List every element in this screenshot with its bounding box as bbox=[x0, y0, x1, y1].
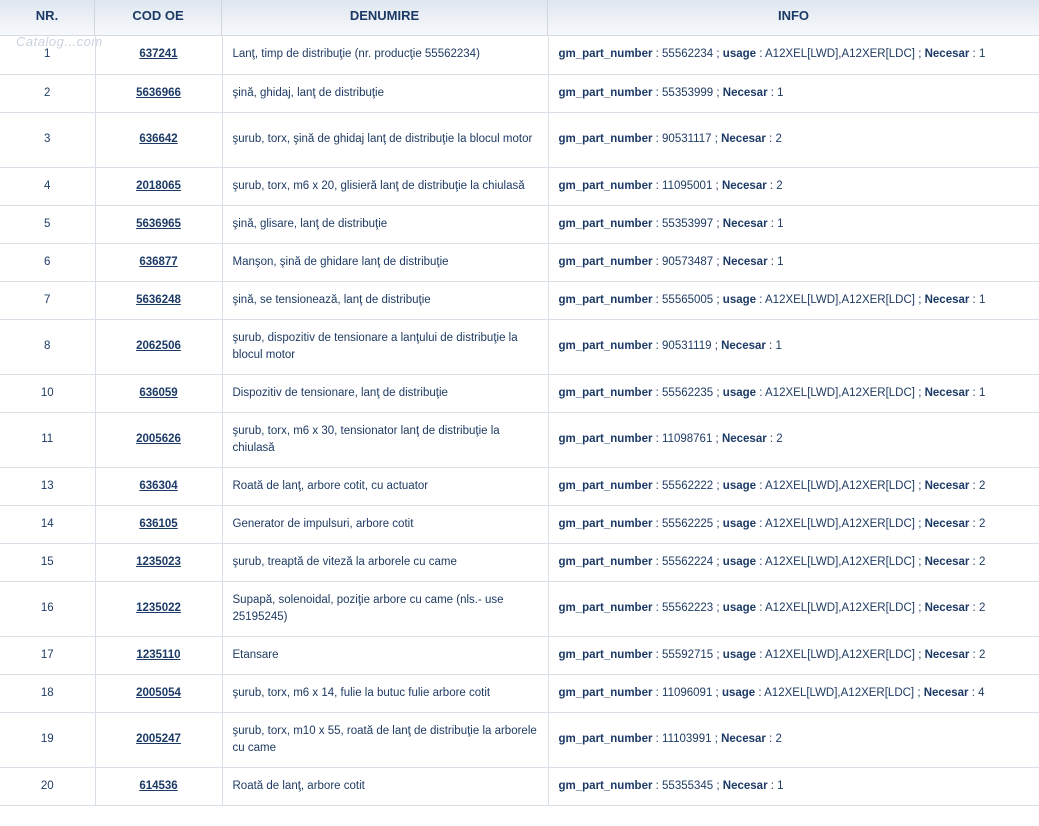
quantity-value: 4 bbox=[978, 686, 985, 699]
quantity-value: 2 bbox=[775, 733, 782, 745]
usage-value: A12XEL[LWD],A12XER[LDC] bbox=[765, 386, 915, 399]
part-info: gm_part_number : 11095001 ; Necesar : 2 bbox=[548, 167, 1039, 205]
quantity-key: Necesar bbox=[924, 479, 970, 492]
watermark-logo: Catalog...com bbox=[16, 34, 103, 49]
part-number-key: gm_part_number bbox=[558, 86, 653, 99]
oe-code-link[interactable]: 5636248 bbox=[136, 293, 181, 306]
usage-value: A12XEL[LWD],A12XER[LDC] bbox=[765, 555, 915, 568]
oe-code-cell bbox=[95, 374, 222, 412]
part-number-key: gm_part_number bbox=[558, 179, 653, 192]
part-number-key: gm_part_number bbox=[558, 686, 653, 699]
part-number-key: gm_part_number bbox=[558, 340, 653, 352]
part-number-key: gm_part_number bbox=[558, 779, 653, 792]
part-number-value: 90531117 bbox=[662, 133, 712, 145]
oe-code-cell bbox=[95, 505, 222, 543]
row-number: 20 bbox=[0, 767, 95, 805]
part-name: Roată de lanţ, arbore cotit, cu actuator bbox=[222, 467, 548, 505]
table-row bbox=[0, 712, 1039, 767]
oe-code-cell bbox=[95, 767, 222, 805]
table-row bbox=[0, 167, 1039, 205]
part-name: Supapă, solenoidal, poziţie arbore cu came (nls.- use 25195245) bbox=[222, 581, 548, 636]
table-row bbox=[0, 467, 1039, 505]
quantity-value: 1 bbox=[978, 48, 986, 61]
part-number-key: gm_part_number bbox=[558, 479, 653, 492]
quantity-key: Necesar bbox=[924, 517, 970, 530]
quantity-key: Necesar bbox=[924, 648, 970, 661]
oe-code-link[interactable]: 637241 bbox=[139, 48, 178, 61]
usage-key: usage bbox=[722, 648, 757, 661]
oe-code-cell bbox=[95, 636, 222, 674]
part-name: şurub, torx, m6 x 14, fulie la butuc fulie arbore cotit bbox=[222, 674, 548, 712]
row-number: 3 bbox=[0, 112, 95, 167]
oe-code-link[interactable]: 636059 bbox=[139, 386, 178, 399]
row-number: 14 bbox=[0, 505, 95, 543]
part-info: gm_part_number : 55562223 ; usage : A12XEL[LWD],A12XER[LDC] ; Necesar : 2 bbox=[548, 581, 1039, 636]
quantity-value: 2 bbox=[978, 602, 986, 614]
quantity-value: 1 bbox=[978, 386, 986, 399]
quantity-value: 2 bbox=[978, 517, 986, 530]
quantity-key: Necesar bbox=[924, 293, 970, 306]
part-number-value: 11095001 bbox=[662, 179, 713, 192]
part-name: şurub, torx, m6 x 30, tensionator lanţ de distribuţie la chiulasă bbox=[222, 412, 548, 467]
part-number-key: gm_part_number bbox=[558, 217, 653, 230]
usage-value: A12XEL[LWD],A12XER[LDC] bbox=[764, 686, 915, 699]
quantity-value: 1 bbox=[777, 779, 784, 792]
part-number-value: 11098761 bbox=[662, 433, 713, 445]
quantity-key: Necesar bbox=[924, 555, 970, 568]
oe-code-link[interactable]: 2005626 bbox=[136, 433, 181, 445]
row-number: 6 bbox=[0, 243, 95, 281]
header-nr: NR. bbox=[0, 0, 95, 35]
row-number: 13 bbox=[0, 467, 95, 505]
part-number-value: 55562225 bbox=[662, 517, 714, 530]
oe-code-cell bbox=[95, 74, 222, 112]
row-number: 7 bbox=[0, 281, 95, 319]
quantity-key: Necesar bbox=[722, 217, 768, 230]
oe-code-link[interactable]: 636304 bbox=[139, 479, 178, 492]
part-name: Manşon, şină de ghidare lanţ de distribuţie bbox=[222, 243, 548, 281]
header-name: DENUMIRE bbox=[222, 0, 548, 35]
oe-code-cell bbox=[95, 467, 222, 505]
part-info: gm_part_number : 55355345 ; Necesar : 1 bbox=[548, 767, 1039, 805]
part-number-key: gm_part_number bbox=[558, 48, 653, 61]
table-row bbox=[0, 505, 1039, 543]
part-number-value: 55562223 bbox=[662, 602, 714, 614]
usage-key: usage bbox=[722, 517, 757, 530]
part-info: gm_part_number : 55565005 ; usage : A12XEL[LWD],A12XER[LDC] ; Necesar : 1 bbox=[548, 281, 1039, 319]
row-number: 4 bbox=[0, 167, 95, 205]
part-number-value: 55562234 bbox=[662, 48, 714, 61]
part-name: şurub, treaptă de viteză la arborele cu came bbox=[222, 543, 548, 581]
oe-code-link[interactable]: 5636965 bbox=[136, 217, 181, 230]
quantity-value: 1 bbox=[777, 217, 784, 230]
part-number-key: gm_part_number bbox=[558, 648, 653, 661]
oe-code-link[interactable]: 614536 bbox=[139, 779, 178, 792]
table-row bbox=[0, 674, 1039, 712]
oe-code-cell bbox=[95, 205, 222, 243]
row-number: 18 bbox=[0, 674, 95, 712]
part-info: gm_part_number : 55562234 ; usage : A12XEL[LWD],A12XER[LDC] ; Necesar : 1 bbox=[548, 36, 1039, 74]
oe-code-cell bbox=[95, 319, 222, 374]
part-name: şină, se tensionează, lanţ de distribuţie bbox=[222, 281, 548, 319]
quantity-value: 1 bbox=[777, 255, 784, 268]
usage-value: A12XEL[LWD],A12XER[LDC] bbox=[765, 479, 915, 492]
part-name: şurub, torx, şină de ghidaj lanţ de distribuţie la blocul motor bbox=[222, 112, 548, 167]
quantity-key: Necesar bbox=[721, 133, 766, 145]
oe-code-link[interactable]: 1235023 bbox=[136, 555, 181, 568]
part-info: gm_part_number : 55562222 ; usage : A12XEL[LWD],A12XER[LDC] ; Necesar : 2 bbox=[548, 467, 1039, 505]
header-info: INFO bbox=[777, 8, 810, 23]
row-number: 10 bbox=[0, 374, 95, 412]
usage-value: A12XEL[LWD],A12XER[LDC] bbox=[765, 293, 915, 306]
usage-key: usage bbox=[721, 686, 756, 699]
usage-key: usage bbox=[722, 48, 757, 61]
row-number: 17 bbox=[0, 636, 95, 674]
part-info: gm_part_number : 11103991 ; Necesar : 2 bbox=[548, 712, 1039, 767]
part-info: gm_part_number : 55562225 ; usage : A12XEL[LWD],A12XER[LDC] ; Necesar : 2 bbox=[548, 505, 1039, 543]
usage-key: usage bbox=[722, 479, 757, 492]
part-info: gm_part_number : 90531119 ; Necesar : 1 bbox=[548, 319, 1039, 374]
quantity-value: 2 bbox=[978, 555, 986, 568]
row-number: 19 bbox=[0, 712, 95, 767]
part-name: şurub, torx, m10 x 55, roată de lanţ de distribuţie la arborele cu came bbox=[222, 712, 548, 767]
part-number-key: gm_part_number bbox=[558, 255, 653, 268]
part-info: gm_part_number : 55592715 ; usage : A12XEL[LWD],A12XER[LDC] ; Necesar : 2 bbox=[548, 636, 1039, 674]
oe-code-cell bbox=[95, 581, 222, 636]
part-number-value: 55353997 bbox=[662, 217, 714, 230]
part-number-key: gm_part_number bbox=[558, 433, 653, 445]
row-number: 15 bbox=[0, 543, 95, 581]
part-name: Etansare bbox=[222, 636, 548, 674]
quantity-value: 2 bbox=[978, 479, 986, 492]
oe-code-cell bbox=[95, 543, 222, 581]
table-row bbox=[0, 767, 1039, 805]
quantity-value: 1 bbox=[777, 86, 784, 99]
usage-value: A12XEL[LWD],A12XER[LDC] bbox=[765, 48, 915, 61]
quantity-value: 1 bbox=[775, 340, 782, 352]
part-number-key: gm_part_number bbox=[558, 133, 653, 145]
oe-code-cell bbox=[95, 412, 222, 467]
table-row bbox=[0, 412, 1039, 467]
table-row bbox=[0, 636, 1039, 674]
part-number-value: 11096091 bbox=[662, 686, 713, 699]
part-number-value: 90573487 bbox=[662, 255, 714, 268]
table-header bbox=[0, 0, 1039, 36]
quantity-key: Necesar bbox=[722, 779, 768, 792]
row-number: 2 bbox=[0, 74, 95, 112]
oe-code-link[interactable]: 2018065 bbox=[136, 179, 181, 192]
table-row bbox=[0, 112, 1039, 167]
part-name: Roată de lanţ, arbore cotit bbox=[222, 767, 548, 805]
quantity-value: 2 bbox=[776, 179, 783, 192]
part-number-value: 55355345 bbox=[662, 779, 714, 792]
quantity-value: 2 bbox=[776, 433, 783, 445]
part-name: şină, ghidaj, lanţ de distribuţie bbox=[222, 74, 548, 112]
usage-key: usage bbox=[722, 293, 757, 306]
table-row bbox=[0, 374, 1039, 412]
part-info: gm_part_number : 55562235 ; usage : A12XEL[LWD],A12XER[LDC] ; Necesar : 1 bbox=[548, 374, 1039, 412]
oe-code-link[interactable]: 636877 bbox=[139, 255, 178, 268]
quantity-key: Necesar bbox=[721, 433, 767, 445]
quantity-value: 1 bbox=[978, 293, 986, 306]
parts-table bbox=[0, 36, 1039, 806]
oe-code-link[interactable]: 636642 bbox=[139, 133, 178, 145]
oe-code-cell bbox=[95, 167, 222, 205]
usage-key: usage bbox=[722, 602, 757, 614]
row-number: 11 bbox=[0, 412, 95, 467]
oe-code-cell bbox=[95, 36, 222, 74]
oe-code-cell bbox=[95, 243, 222, 281]
part-number-key: gm_part_number bbox=[558, 517, 653, 530]
usage-key: usage bbox=[722, 555, 757, 568]
part-name: Dispozitiv de tensionare, lanţ de distribuţie bbox=[222, 374, 548, 412]
part-info: gm_part_number : 55353997 ; Necesar : 1 bbox=[548, 205, 1039, 243]
part-name: şurub, dispozitiv de tensionare a lanţului de distribuţie la blocul motor bbox=[222, 319, 548, 374]
oe-code-link[interactable]: 1235022 bbox=[136, 602, 181, 614]
oe-code-cell bbox=[95, 281, 222, 319]
part-number-value: 11103991 bbox=[662, 733, 712, 745]
oe-code-cell bbox=[95, 674, 222, 712]
usage-value: A12XEL[LWD],A12XER[LDC] bbox=[765, 517, 915, 530]
part-number-key: gm_part_number bbox=[558, 555, 653, 568]
quantity-key: Necesar bbox=[721, 179, 767, 192]
part-number-value: 55562222 bbox=[662, 479, 714, 492]
part-name: şurub, torx, m6 x 20, glisieră lanţ de distribuţie la chiulasă bbox=[222, 167, 548, 205]
quantity-key: Necesar bbox=[722, 255, 768, 268]
table-row bbox=[0, 543, 1039, 581]
table-row bbox=[0, 319, 1039, 374]
part-number-value: 55592715 bbox=[662, 648, 714, 661]
part-info: gm_part_number : 11098761 ; Necesar : 2 bbox=[548, 412, 1039, 467]
part-number-key: gm_part_number bbox=[558, 386, 653, 399]
part-number-key: gm_part_number bbox=[558, 733, 653, 745]
quantity-key: Necesar bbox=[721, 340, 766, 352]
table-row bbox=[0, 581, 1039, 636]
quantity-key: Necesar bbox=[924, 602, 970, 614]
quantity-value: 2 bbox=[978, 648, 986, 661]
part-info: gm_part_number : 90573487 ; Necesar : 1 bbox=[548, 243, 1039, 281]
oe-code-link[interactable]: 2005247 bbox=[136, 733, 181, 745]
part-number-value: 55562235 bbox=[662, 386, 714, 399]
oe-code-cell bbox=[95, 712, 222, 767]
part-number-value: 55562224 bbox=[662, 555, 714, 568]
oe-code-cell bbox=[95, 112, 222, 167]
part-name: Generator de impulsuri, arbore cotit bbox=[222, 505, 548, 543]
part-number-key: gm_part_number bbox=[558, 293, 653, 306]
part-number-value: 55565005 bbox=[662, 293, 714, 306]
part-info: gm_part_number : 55353999 ; Necesar : 1 bbox=[548, 74, 1039, 112]
table-row bbox=[0, 205, 1039, 243]
usage-key: usage bbox=[722, 386, 757, 399]
quantity-key: Necesar bbox=[924, 386, 970, 399]
row-number: 8 bbox=[0, 319, 95, 374]
table-row bbox=[0, 281, 1039, 319]
table-row bbox=[0, 74, 1039, 112]
part-info: gm_part_number : 90531117 ; Necesar : 2 bbox=[548, 112, 1039, 167]
oe-code-link[interactable]: 1235110 bbox=[136, 648, 181, 661]
oe-code-link[interactable]: 2062506 bbox=[136, 340, 181, 352]
quantity-value: 2 bbox=[775, 133, 782, 145]
part-number-key: gm_part_number bbox=[558, 602, 653, 614]
part-info: gm_part_number : 55562224 ; usage : A12XEL[LWD],A12XER[LDC] ; Necesar : 2 bbox=[548, 543, 1039, 581]
table-row bbox=[0, 243, 1039, 281]
part-number-value: 90531119 bbox=[662, 340, 712, 352]
usage-value: A12XEL[LWD],A12XER[LDC] bbox=[765, 648, 915, 661]
part-number-value: 55353999 bbox=[662, 86, 714, 99]
table-row bbox=[0, 36, 1039, 74]
row-number: 1 bbox=[0, 36, 95, 74]
usage-value: A12XEL[LWD],A12XER[LDC] bbox=[765, 602, 915, 614]
oe-code-link[interactable]: 5636966 bbox=[136, 86, 181, 99]
quantity-key: Necesar bbox=[924, 48, 970, 61]
part-name: Lanţ, timp de distribuţie (nr. producţie 55562234) bbox=[222, 36, 548, 74]
quantity-key: Necesar bbox=[923, 686, 969, 699]
header-code: COD OE bbox=[95, 0, 222, 35]
quantity-key: Necesar bbox=[721, 733, 766, 745]
row-number: 16 bbox=[0, 581, 95, 636]
part-name: şină, glisare, lanţ de distribuţie bbox=[222, 205, 548, 243]
quantity-key: Necesar bbox=[722, 86, 768, 99]
part-info: gm_part_number : 11096091 ; usage : A12XEL[LWD],A12XER[LDC] ; Necesar : 4 bbox=[548, 674, 1039, 712]
oe-code-link[interactable]: 2005054 bbox=[136, 686, 181, 699]
oe-code-link[interactable]: 636105 bbox=[139, 517, 178, 530]
row-number: 5 bbox=[0, 205, 95, 243]
